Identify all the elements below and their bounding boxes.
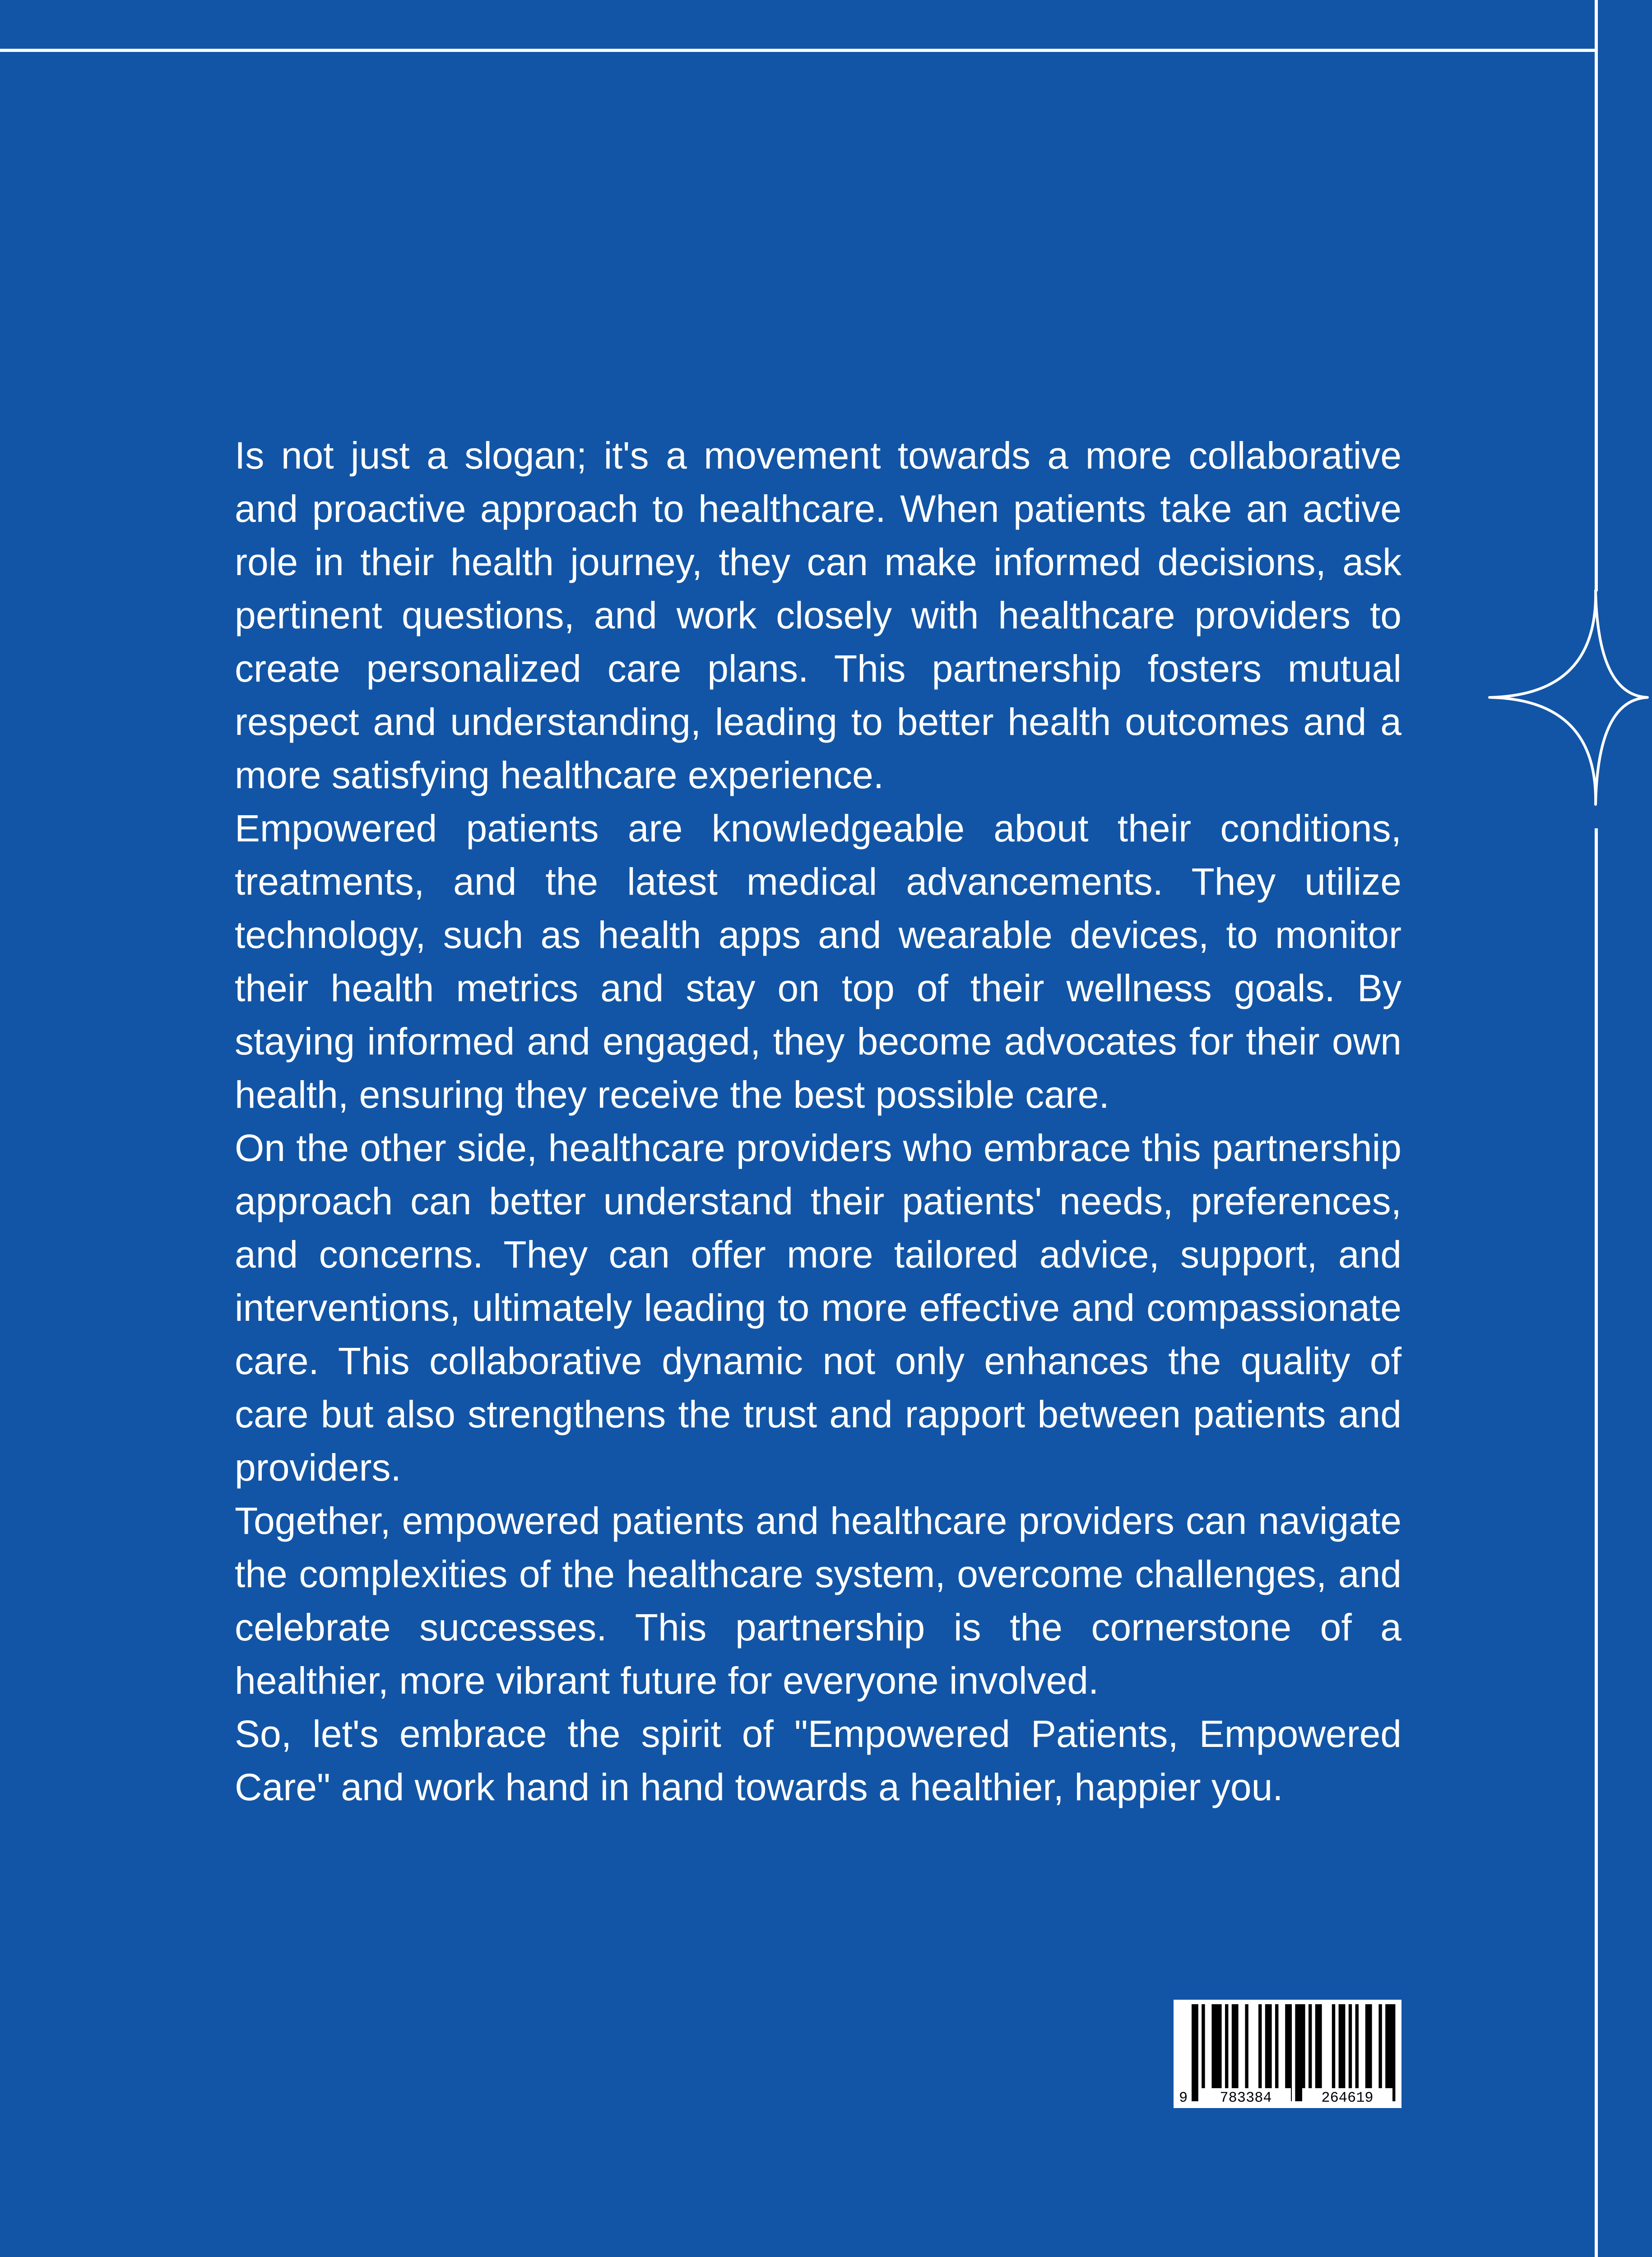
barcode-bar [1265, 2004, 1272, 2101]
barcode-bar [1365, 2004, 1372, 2101]
barcode-bar [1192, 2004, 1198, 2101]
body-paragraph: Is not just a slogan; it's a movement towards a more collaborative and proactive approach to healthcare. When patients take an active role in their health journey, they can make informed decisions, ask pertinent questions, and work closely with healthcare providers to create personalized care plans. This partnership fosters mutual respect and understanding, leading to better health outcomes and a more satisfying healthcare experience. [235, 434, 1401, 796]
barcode-bar [1202, 2004, 1205, 2101]
body-paragraph: Empowered patients are knowledgeable about their conditions, treatments, and the latest medical advancements. They utilize technology, such as health apps and wearable devices, to monitor their health metrics and stay on top of their wellness goals. By staying informed and engaged, they become advocates for their own health, ensuring they receive the best possible care. [235, 807, 1401, 1116]
barcode-bar [1295, 2004, 1305, 2101]
barcode-bar [1339, 2004, 1346, 2101]
barcode-bar [1378, 2004, 1382, 2101]
barcode-bar [1232, 2004, 1239, 2101]
body-paragraph: On the other side, healthcare providers who embrace this partnership approach can better understand their patients' needs, preferences, and concerns. They can offer more tailored advice, support, and interventions, ultimately leading to more effective and compassionate care. This collaborative dynamic not only enhances the quality of care but also strengthens the trust and rapport between patients and providers. [235, 1127, 1401, 1489]
body-paragraph: So, let's embrace the spirit of "Empowered Patients, Empowered Care" and work hand in hand towards a healthier, happier you. [235, 1713, 1401, 1808]
right-divider-line-upper [1595, 0, 1598, 591]
barcode-bar [1385, 2004, 1395, 2101]
barcode-bar [1285, 2004, 1292, 2101]
barcode-bar [1309, 2004, 1312, 2101]
right-divider-line-lower [1595, 828, 1598, 2257]
isbn-barcode [1174, 2000, 1401, 2108]
top-divider-line [0, 49, 1598, 52]
barcode-right-digits: 264619 [1321, 2090, 1374, 2106]
body-paragraph: Together, empowered patients and healthcare providers can navigate the complexities of the healthcare system, overcome challenges, and celebrate successes. This partnership is the cornerstone of a healthier, more vibrant future for everyone involved. [235, 1500, 1401, 1702]
barcode-bar [1349, 2004, 1352, 2101]
barcode-bar [1315, 2004, 1322, 2101]
four-point-star-icon [1485, 587, 1652, 808]
barcode-bars [1192, 2004, 1395, 2101]
barcode-bar [1355, 2004, 1359, 2101]
back-cover-body-text [235, 429, 1401, 1814]
barcode-lead-digit: 9 [1179, 2090, 1188, 2106]
barcode-bar [1258, 2004, 1262, 2101]
barcode-bar [1275, 2004, 1278, 2101]
barcode-bar [1245, 2004, 1248, 2101]
barcode-left-digits: 783384 [1220, 2090, 1272, 2106]
barcode-bar [1225, 2004, 1228, 2101]
barcode-bar [1211, 2004, 1221, 2101]
barcode-bar [1332, 2004, 1335, 2101]
